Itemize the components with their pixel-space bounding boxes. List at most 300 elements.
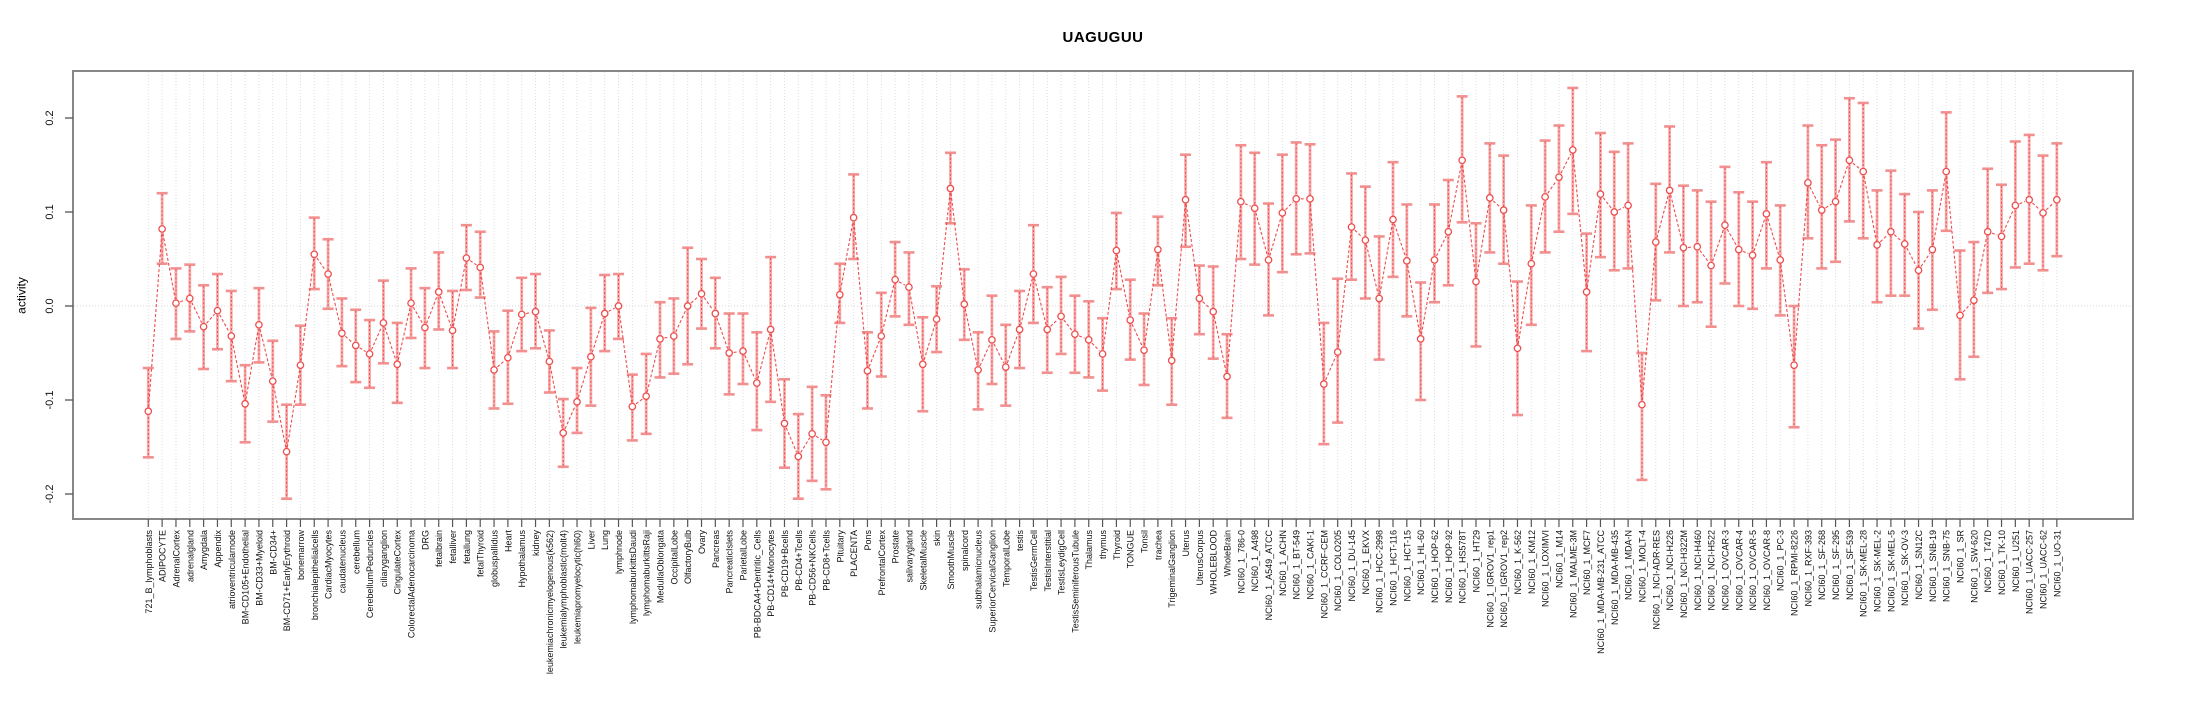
x-tick-label: NCI60_1_SK-MEL-28	[1858, 530, 1869, 618]
line-segment	[274, 386, 286, 448]
line-segment	[453, 262, 465, 326]
data-point	[1929, 246, 1935, 252]
x-tick-label: NCI60_1_SW-620	[1969, 530, 1980, 603]
x-tick-label: NCI60_1_COLO205	[1333, 530, 1344, 612]
data-point	[1321, 381, 1327, 387]
error-bars	[143, 88, 2063, 499]
data-point	[1791, 362, 1797, 368]
line-segment	[745, 355, 755, 379]
data-point	[1639, 402, 1645, 408]
x-tick-label: Heart	[503, 530, 514, 553]
chart-title: UAGUGUU	[1062, 29, 1144, 46]
data-point	[1832, 198, 1838, 204]
data-point	[491, 367, 497, 373]
line-segment	[260, 329, 272, 377]
line-segment	[1700, 250, 1708, 262]
line-segment	[1203, 302, 1210, 309]
line-segment	[592, 318, 603, 353]
x-tick-label: AdrenalCortex	[171, 530, 182, 588]
data-point	[1086, 337, 1092, 343]
y-tick-label: 0.2	[44, 110, 56, 126]
x-tick-label: 721_B_lymphoblasts	[143, 530, 154, 614]
x-tick-label: NCI60_1_SK-MEL-5	[1886, 530, 1897, 613]
x-tick-label: BM-CD34+	[268, 530, 279, 575]
x-tick-label: NCI60_1_LOXIMVI	[1540, 530, 1551, 608]
line-segment	[734, 352, 739, 353]
data-point	[1583, 289, 1589, 295]
data-point	[712, 310, 718, 316]
data-point	[1252, 205, 1258, 211]
x-tick-label: NCI60_1_SN12C	[1914, 530, 1925, 600]
line-segment	[1035, 278, 1047, 325]
x-tick-label: Pituitary	[835, 530, 846, 563]
data-point	[1957, 312, 1963, 318]
data-point	[1888, 229, 1894, 235]
x-tick-label: skin	[932, 530, 943, 547]
data-point	[380, 320, 386, 326]
line-segment	[301, 259, 314, 361]
x-tick-label: caudatenucleus	[337, 530, 348, 594]
x-tick-label: NCI60_1_MOLT-4	[1637, 530, 1648, 603]
data-point	[1238, 198, 1244, 204]
line-segment	[2032, 203, 2039, 210]
line-segment	[1477, 202, 1489, 277]
line-segment	[1449, 165, 1461, 228]
x-tick-label: NCI60_1_SR	[1955, 530, 1966, 584]
x-tick-label: NCI60_1_SF-539	[1844, 530, 1855, 601]
data-point	[1224, 373, 1230, 379]
x-tick-label: SkeletalMuscle	[918, 530, 929, 591]
x-tick-label: adrenalgland	[185, 530, 196, 583]
data-point	[864, 368, 870, 374]
line-segment	[965, 309, 977, 366]
line-segment	[470, 261, 476, 265]
data-point	[1279, 210, 1285, 216]
data-point	[1680, 245, 1686, 251]
x-tick-label: leukemiapromyelocytic(hl60)	[572, 530, 583, 645]
x-tick-label: NCI60_1_OVCAR-5	[1748, 530, 1759, 611]
data-point	[1016, 326, 1022, 332]
x-tick-label: NCI60_1_MDA-MB-231_ATCC	[1595, 530, 1606, 654]
line-segment	[1394, 224, 1405, 257]
x-tick-label: PB-BDCA4+Dentritic_Cells	[752, 530, 763, 639]
x-tick-label: NCI60_1_UACC-62	[2038, 530, 2049, 610]
data-point	[920, 361, 926, 367]
data-point	[1058, 313, 1064, 319]
x-tick-label: NCI60_1_HCT-116	[1388, 530, 1399, 606]
data-point	[740, 348, 746, 354]
x-tick-label: NCI60_1_KM12	[1526, 530, 1537, 595]
x-tick-label: Ovary	[697, 530, 707, 555]
data-point	[588, 354, 594, 360]
line-segment	[924, 323, 935, 360]
line-segment	[413, 307, 422, 324]
x-tick-label: NCI60_1_786-0	[1236, 530, 1247, 594]
line-segment	[980, 344, 990, 366]
data-point	[1984, 229, 1990, 235]
data-point	[463, 255, 469, 261]
x-tick-label: bronchialepithelialcells	[309, 530, 320, 621]
data-point	[574, 399, 580, 405]
x-tick-label: spinalcord	[959, 530, 970, 572]
line-segment	[526, 313, 531, 314]
data-point	[1265, 257, 1271, 263]
x-tick-label: NCI60_1_SK-OV-3	[1900, 530, 1911, 607]
x-tick-label: MedullaOblongata	[655, 530, 666, 604]
data-point	[145, 408, 151, 414]
line-segment	[1853, 163, 1860, 169]
line-segment	[1781, 264, 1794, 360]
line-segment	[2046, 203, 2053, 210]
line-segment	[1355, 230, 1362, 237]
line-segment	[869, 340, 880, 366]
data-point	[1694, 244, 1700, 250]
line-segment	[1561, 154, 1571, 173]
line-segment	[1103, 255, 1116, 349]
x-tick-label: NCI60_1_MCF7	[1582, 530, 1593, 596]
x-tick-label: thymus	[1098, 530, 1109, 560]
data-point	[1390, 216, 1396, 222]
data-point	[1417, 336, 1423, 342]
data-point	[629, 403, 635, 409]
data-point	[684, 303, 690, 309]
data-point	[1500, 207, 1506, 213]
data-point	[1307, 196, 1313, 202]
data-point	[1777, 257, 1783, 263]
line-segment	[1963, 304, 1971, 312]
line-segment	[398, 308, 410, 360]
line-segment	[2020, 201, 2025, 203]
x-tick-label: NCI60_1_SF-268	[1817, 530, 1828, 601]
line-segment	[1338, 232, 1351, 348]
line-segment	[220, 315, 230, 332]
data-point	[1030, 271, 1036, 277]
data-point	[1293, 196, 1299, 202]
data-point	[1556, 174, 1562, 180]
data-point	[1113, 247, 1119, 253]
x-tick-label: lymphomaburkittsRaji	[641, 530, 652, 617]
data-point	[1044, 326, 1050, 332]
line-segment	[1117, 255, 1129, 316]
x-tick-label: cerebellum	[351, 530, 362, 575]
line-segment	[1642, 247, 1655, 401]
line-segment	[717, 318, 728, 349]
x-tick-label: NCI60_1_HS578T	[1457, 530, 1468, 604]
line-segment	[1921, 253, 1930, 266]
x-tick-label: PB-CD56+NKCells	[807, 530, 818, 606]
x-tick-label: PrefrontalCortex	[876, 530, 887, 596]
x-tick-label: NCI60_1_NCI-ADR-RES	[1651, 530, 1662, 630]
x-tick-label: lymphnode	[614, 530, 625, 575]
line-segment	[1727, 229, 1736, 246]
line-segment	[826, 299, 839, 438]
line-segment	[440, 296, 451, 326]
line-segment	[771, 334, 784, 419]
data-point	[353, 342, 359, 348]
line-segment	[1132, 324, 1142, 346]
line-segment	[704, 297, 713, 309]
x-tick-label: OccipitalLobe	[669, 530, 680, 585]
line-segment	[207, 314, 215, 323]
line-segment	[786, 428, 796, 453]
x-tick-label: NCI60_1_OVCAR-3	[1720, 530, 1731, 611]
data-point	[1570, 147, 1576, 153]
line-segment	[1158, 254, 1171, 356]
x-tick-label: BM-CD33+Myeloid	[254, 530, 265, 606]
line-segment	[1408, 265, 1420, 334]
x-tick-label: NCI60_1_HCC-2998	[1374, 530, 1385, 614]
x-tick-label: NCI60_1_RXF-393	[1803, 530, 1814, 607]
data-point	[1971, 297, 1977, 303]
line-segment	[232, 340, 244, 399]
line-segment	[1864, 176, 1876, 240]
data-point	[1404, 258, 1410, 264]
x-tick-label: TestisLeydigCell	[1056, 530, 1067, 596]
x-tick-label: NCI60_1_SNB-19	[1927, 530, 1938, 603]
data-point	[394, 361, 400, 367]
line-segment	[636, 399, 643, 404]
x-tick-label: NCI60_1_BT-549	[1291, 530, 1302, 600]
x-tick-label: bonemarrow	[295, 530, 306, 581]
x-tick-label: DRG	[420, 530, 431, 550]
x-tick-label: NCI60_1_HOP-92	[1443, 530, 1454, 604]
data-point	[519, 311, 525, 317]
x-tick-label: SmoothMuscle	[945, 530, 956, 590]
data-point	[1487, 195, 1493, 201]
data-point	[1749, 252, 1755, 258]
x-tick-label: NCI60_1_MDA-N	[1623, 530, 1634, 601]
line-segment	[1810, 187, 1820, 206]
line-segment	[937, 193, 950, 315]
x-tick-label: NCI60_1_HCT-15	[1402, 530, 1413, 602]
data-point	[477, 264, 483, 270]
x-tick-label: CingulateCortex	[392, 530, 403, 595]
data-point	[560, 430, 566, 436]
x-tick-label: leukemialymphoblastic(molt4)	[558, 530, 569, 649]
line-segment	[1326, 356, 1336, 380]
line-segment	[1172, 204, 1185, 356]
line-segment	[899, 282, 905, 285]
x-tick-label: NCI60_1_A498	[1250, 530, 1261, 592]
data-point	[1169, 357, 1175, 363]
x-tick-label: NCI60_1_U251	[2010, 530, 2021, 593]
line-segment	[1933, 176, 1945, 245]
x-tick-label: CerebellumPeduncles	[365, 530, 376, 619]
data-point	[1763, 211, 1769, 217]
line-segment	[1245, 204, 1251, 207]
x-tick-label: fetalliver	[448, 530, 459, 564]
x-tick-label: ColorectalAdenocarcinoma	[406, 530, 417, 639]
line-segment	[537, 316, 548, 357]
y-axis	[44, 110, 73, 503]
line-segment	[1947, 176, 1960, 311]
x-tick-label: NCI60_1_DU-145	[1347, 530, 1358, 602]
data-point	[1334, 349, 1340, 355]
data-point	[1072, 331, 1078, 337]
line-segment	[1628, 210, 1641, 400]
x-tick-label: NCI60_1_EKVX	[1360, 530, 1371, 595]
line-segment	[1051, 319, 1058, 326]
data-point	[1210, 308, 1216, 314]
data-point	[228, 333, 234, 339]
line-segment	[1256, 213, 1268, 256]
x-tick-label: NCI60_1_CAKI-1	[1305, 530, 1316, 600]
x-tick-label: Uterus	[1181, 530, 1192, 557]
data-point	[1943, 168, 1949, 174]
line-segment	[854, 222, 867, 366]
data-point	[1514, 345, 1520, 351]
x-tick-label: TONGUE	[1125, 530, 1136, 569]
x-tick-label: fetalThyroid	[475, 530, 486, 578]
data-point	[657, 336, 663, 342]
data-point	[1653, 239, 1659, 245]
x-tick-label: NCI60_1_SNB-75	[1941, 530, 1952, 603]
data-point	[1625, 202, 1631, 208]
x-tick-label: TrigeminalGanglion	[1167, 530, 1178, 608]
line-segment	[1092, 343, 1100, 351]
line-segment	[578, 361, 589, 398]
data-point	[242, 401, 248, 407]
x-tick-label: TestisSeminiferousTubule	[1070, 530, 1081, 633]
data-point	[1196, 295, 1202, 301]
x-tick-label: OlfactoryBulb	[683, 530, 694, 585]
x-tick-label: Hypothalamus	[517, 530, 528, 588]
y-axis-title: activity	[14, 277, 29, 314]
x-tick-label: testis	[1015, 530, 1026, 552]
data-point	[1860, 168, 1866, 174]
x-tick-label: NCI60_1_M14	[1554, 530, 1565, 589]
data-point	[297, 362, 303, 368]
line-segment	[1493, 201, 1500, 207]
line-segment	[1504, 215, 1517, 344]
x-tick-label: PLACENTA	[849, 530, 860, 577]
data-point	[892, 276, 898, 282]
data-point	[809, 431, 815, 437]
x-tick-label: NCI60_1_ACHN	[1277, 530, 1288, 597]
line-segment	[360, 348, 366, 352]
line-segment	[1671, 195, 1683, 244]
line-segment	[1794, 187, 1807, 360]
x-tick-label: TestisGermCell	[1028, 530, 1039, 592]
x-tick-label: trachea	[1153, 530, 1164, 561]
line-segment	[287, 370, 299, 448]
data-point	[1459, 157, 1465, 163]
data-point	[366, 351, 372, 357]
y-tick-label: -0.2	[44, 484, 56, 504]
line-segment	[994, 344, 1004, 363]
data-point	[837, 292, 843, 298]
x-tick-label: NCI60_1_HOP-62	[1429, 530, 1440, 604]
line-segment	[1826, 204, 1832, 208]
x-tick-label: NCI60_1_SK-MEL-2	[1872, 530, 1883, 613]
x-tick-label: Tonsil	[1139, 530, 1150, 554]
line-segment	[816, 436, 822, 440]
data-point	[422, 324, 428, 330]
line-segment	[481, 272, 494, 366]
data-point	[989, 337, 995, 343]
x-tick-label: NCI60_1_K-562	[1512, 530, 1523, 595]
line-segment	[149, 233, 162, 406]
x-tick-label: Pons	[862, 530, 873, 551]
data-point	[449, 327, 455, 333]
x-tick-label: PB-CD4+Tcells	[793, 530, 804, 591]
x-tick-label: Prostate	[890, 530, 901, 564]
line-segment	[1713, 229, 1724, 261]
line-segment	[664, 337, 669, 338]
line-segment	[1421, 264, 1433, 334]
data-point	[283, 449, 289, 455]
data-point	[1099, 351, 1105, 357]
x-axis	[144, 519, 2063, 674]
data-point	[1182, 197, 1188, 203]
line-segment	[1532, 201, 1544, 259]
x-tick-label: NCI60_1_IGROV1_rep1	[1485, 530, 1496, 628]
data-point	[1155, 246, 1161, 252]
line-segment	[1366, 245, 1378, 295]
line-segment	[1079, 336, 1084, 338]
line-segment	[1880, 235, 1887, 242]
data-point	[214, 308, 220, 314]
x-tick-label: NCI60_1_NCI-H322M	[1678, 530, 1689, 619]
line-segment	[1227, 206, 1240, 372]
data-point	[1611, 209, 1617, 215]
data-point	[975, 367, 981, 373]
data-point	[1445, 229, 1451, 235]
x-tick-label: SuperiorCervicalGanglion	[987, 530, 998, 633]
data-point	[1874, 242, 1880, 248]
data-point	[1722, 222, 1728, 228]
data-point	[643, 393, 649, 399]
line-segment	[1186, 204, 1199, 294]
x-tick-label: NCI60_1_PC-3	[1775, 530, 1786, 592]
line-segment	[317, 258, 326, 270]
x-tick-label: NCI60_1_NCI-H460	[1692, 530, 1703, 611]
data-point	[795, 453, 801, 459]
line-segment	[1894, 235, 1901, 241]
data-point	[850, 214, 856, 220]
data-point	[1666, 187, 1672, 193]
data-point	[1998, 233, 2004, 239]
data-point	[270, 378, 276, 384]
line-segment	[163, 233, 175, 298]
data-point	[1846, 157, 1852, 163]
line-segment	[758, 334, 770, 379]
line-segment	[647, 343, 659, 392]
data-point	[1805, 180, 1811, 186]
x-tick-label: lymphomaburkittsDaudi	[627, 530, 638, 625]
x-tick-label: NCI60_1_HL-60	[1416, 530, 1427, 596]
x-tick-label: ParietalLobe	[738, 530, 749, 581]
line-segment	[1743, 251, 1748, 253]
data-point	[1528, 261, 1534, 267]
data-point	[2040, 210, 2046, 216]
x-tick-label: BM-CD71+EarlyErythroid	[282, 530, 293, 632]
x-tick-label: NCI60_1_UO-31	[2052, 530, 2063, 598]
x-tick-label: NCI60_1_MALME-3M	[1568, 530, 1579, 619]
x-tick-label: Thyroid	[1111, 530, 1122, 561]
y-tick-label: 0.1	[44, 204, 56, 220]
x-tick-label: Appendix	[212, 530, 223, 568]
x-tick-label: fetallung	[461, 530, 472, 565]
line-segment	[1768, 218, 1779, 255]
line-segment	[1436, 236, 1446, 256]
x-tick-label: NCI60_1_NCI-H226	[1665, 530, 1676, 611]
data-point	[933, 316, 939, 322]
data-point	[159, 226, 165, 232]
data-point	[2026, 197, 2032, 203]
data-point	[505, 355, 511, 361]
x-tick-label: WholeBrain	[1222, 530, 1233, 577]
